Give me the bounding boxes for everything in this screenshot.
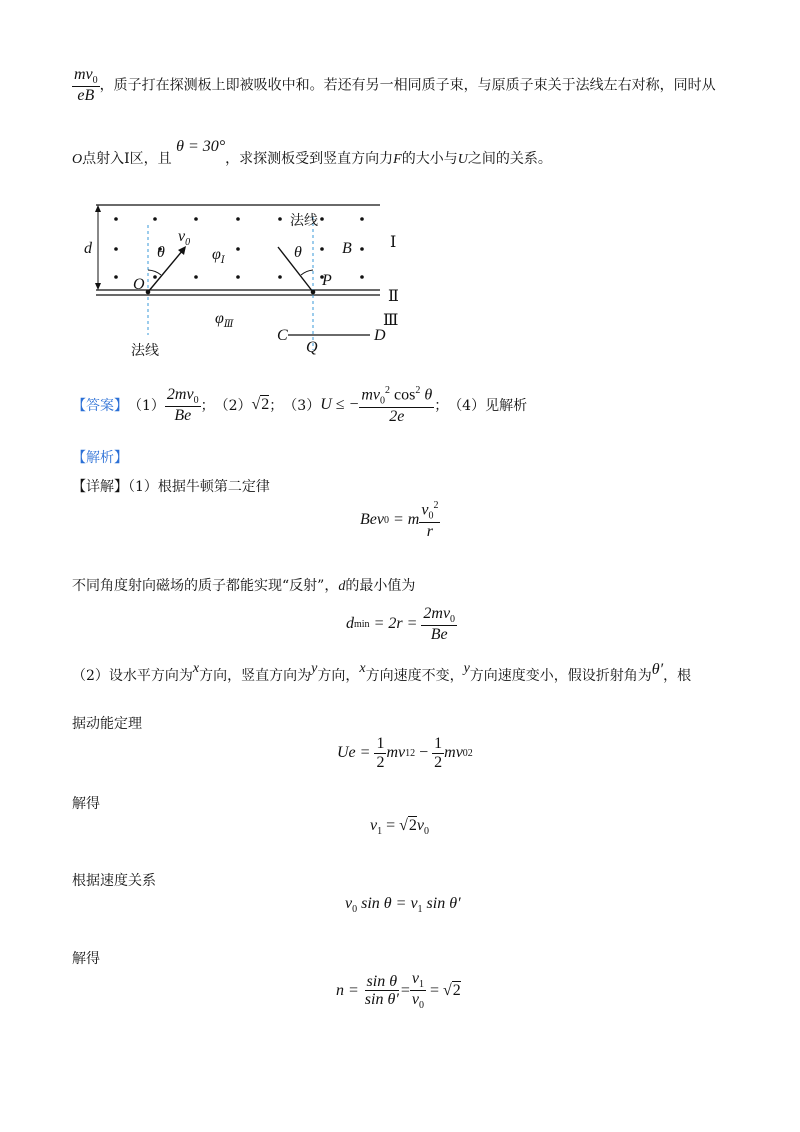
equation-3: Ue = $\frac{1}{2}$ mv 1 2 − $\frac{1}{2}$ mv 0 2 — [337, 735, 473, 771]
equation-6: n = $\frac{\text{sin θ}}{\text{sin θ′}}$ = $\frac{v_1}{v_0}$ = √ 2 — [336, 970, 461, 1012]
point-O — [146, 290, 151, 295]
label-region-II: Ⅱ — [388, 288, 399, 305]
answer-line: 【答案】 （1） $\frac{2mv_0}{Be}$ ； （2） √2 ； （3） U ≤ − $\frac{mv_0^2 \cos^2 \theta}{2e}$ ； （4）见解析 — [72, 385, 528, 425]
label-normal-top: 法线 — [290, 213, 318, 229]
label-O: O — [133, 276, 145, 293]
equation-2: d min = 2r = $\frac{2mv_0}{Be}$ — [346, 605, 456, 644]
intro-line-2: O点射入Ⅰ区，且 θ = 30°，求探测板受到竖直方向力F的大小与U之间的关系。 — [72, 138, 552, 167]
velocity-relation-text: 根据速度关系 — [72, 873, 156, 889]
label-d: d — [84, 240, 92, 257]
answer-1: $\frac{2mv_0}{Be}$ — [166, 385, 199, 424]
theta-condition: θ = 30° — [176, 138, 226, 155]
label-theta-right: θ — [294, 244, 302, 261]
text-reflect: 不同角度射向磁场的质子都能实现“反射”，d的最小值为 — [72, 578, 416, 594]
analysis-tag: 【解析】 — [72, 450, 128, 466]
equation-5: $v_0$ $\sin \theta = v_1$ sin θ′ — [345, 895, 461, 916]
label-region-III: Ⅲ — [383, 312, 399, 329]
solve-2: 解得 — [72, 951, 100, 967]
answer-tag: 【答案】 — [72, 398, 128, 415]
equation-1: Bev 0 = m $\frac{v_0^2}{r}$ — [360, 500, 439, 540]
label-phi1: $\varphi_Ⅰ$ — [212, 246, 225, 267]
label-D: D — [374, 327, 386, 344]
point-P — [311, 290, 316, 295]
equation-4: $v_1 = √2v_0$ — [370, 817, 430, 838]
label-B: B — [342, 240, 352, 257]
label-C: C — [277, 327, 288, 344]
label-theta-left: θ — [157, 244, 165, 261]
intro-text-1: ，质子打在探测板上即被吸收中和。若还有另一相同质子束，与原质子束关于法线左右对称，同时从 — [99, 77, 716, 94]
answer-3: $\frac{mv_0^2 \cos^2 \theta}{2e}$ — [361, 385, 433, 425]
answer-2: √2 — [251, 396, 270, 414]
label-normal-bottom: 法线 — [131, 343, 159, 359]
step2-line: （2）设水平方向为x方向，竖直方向为y方向，x方向速度不变，y方向速度变小，假设折射角为θ′，根 — [72, 661, 692, 684]
step2-line-2: 据动能定理 — [72, 716, 142, 732]
intro-line-1 — [72, 66, 716, 105]
detail-line: 【详解】（1）根据牛顿第二定律 — [72, 479, 270, 495]
magnetic-field-dots — [114, 217, 364, 279]
intro-fraction: $\frac{mv_0}{eB}$ — [74, 66, 98, 105]
label-phi3: $\varphi_Ⅲ$ — [215, 310, 234, 331]
label-Q: Q — [306, 339, 318, 356]
label-region-I: Ⅰ — [390, 234, 397, 251]
label-P: P — [322, 272, 332, 289]
solve-1: 解得 — [72, 796, 100, 812]
label-v0: $v_0$ — [178, 228, 191, 249]
